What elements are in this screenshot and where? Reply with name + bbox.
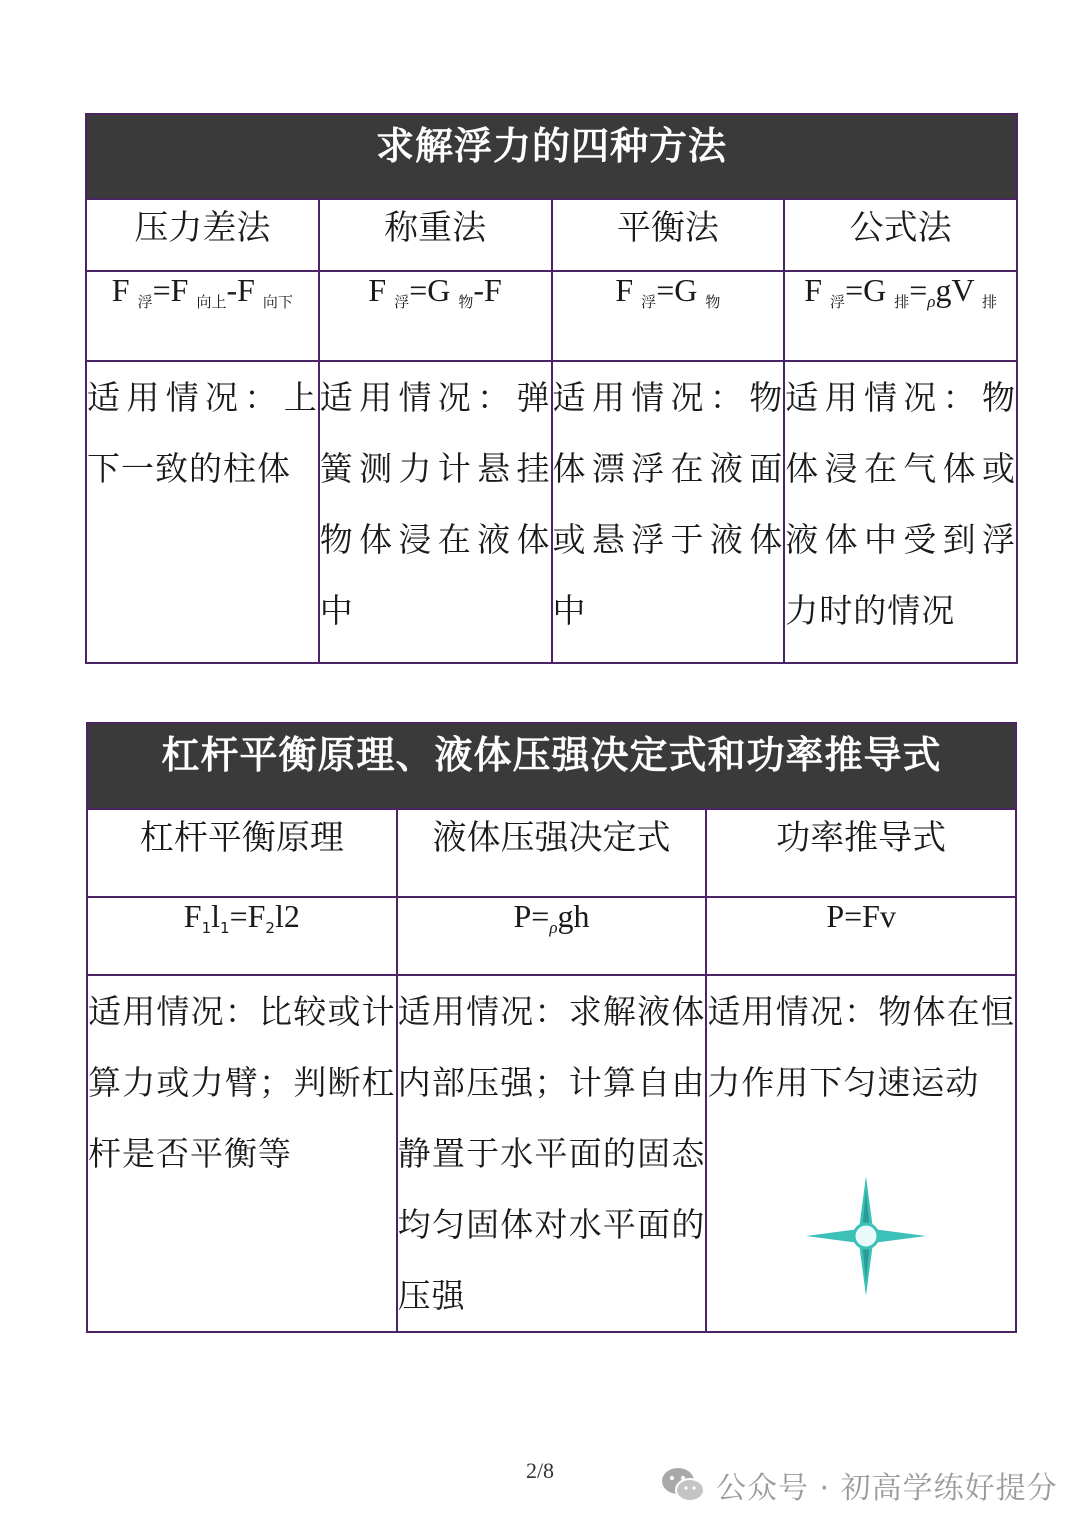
table2-desc: 适用情况：物体在恒力作用下匀速运动 [706, 975, 1016, 1332]
table2-col-header: 液体压强决定式 [397, 809, 707, 897]
table2-desc: 适用情况：比较或计算力或力臂；判断杠杆是否平衡等 [87, 975, 397, 1332]
wechat-icon [660, 1465, 706, 1505]
table1-col-header: 称重法 [319, 199, 552, 271]
compass-star-icon [806, 1176, 926, 1296]
formula-lever: $F_1l_1=F_2l2$ [87, 897, 397, 975]
table1-desc: 适用情况：物体漂浮在液面或悬浮于液体中 [552, 361, 785, 663]
table1-desc: 适用情况：弹簧测力计悬挂物体浸在液体中 [319, 361, 552, 663]
watermark [660, 1460, 1058, 1510]
formula-archimedes: F $_浮$=G $_排$=ρgV $_排$ [784, 271, 1017, 361]
formula-liquid-pressure: P=ρgh [397, 897, 707, 975]
formula-equilibrium: F $_浮$=G $_物$ [552, 271, 785, 361]
watermark-text: 公众号 · 初高学练好提分 [716, 1471, 1058, 1506]
formula-power: P=Fv [706, 897, 1016, 975]
page-number: 2/8 [525, 1458, 555, 1483]
table2-col-header: 功率推导式 [706, 809, 1016, 897]
formula-weighing: F $_浮$=G $_物$-F [319, 271, 552, 361]
table2-col-header: 杠杆平衡原理 [87, 809, 397, 897]
table1-desc: 适用情况：上下一致的柱体 [86, 361, 319, 663]
formula-pressure-difference: F $_浮$=F $_{向上}$-F $_{向下}$ [86, 271, 319, 361]
table2-desc: 适用情况：求解液体内部压强；计算自由静置于水平面的固态均匀固体对水平面的压强 [397, 975, 707, 1332]
table1-col-header: 压力差法 [86, 199, 319, 271]
buoyancy-methods-table [85, 113, 1018, 664]
table1-col-header: 平衡法 [552, 199, 785, 271]
table2-title: 杠杆平衡原理、液体压强决定式和功率推导式 [87, 723, 1016, 809]
table1-title: 求解浮力的四种方法 [86, 114, 1017, 199]
table1-col-header: 公式法 [784, 199, 1017, 271]
table1-desc: 适用情况：物体浸在气体或液体中受到浮力时的情况 [784, 361, 1017, 663]
